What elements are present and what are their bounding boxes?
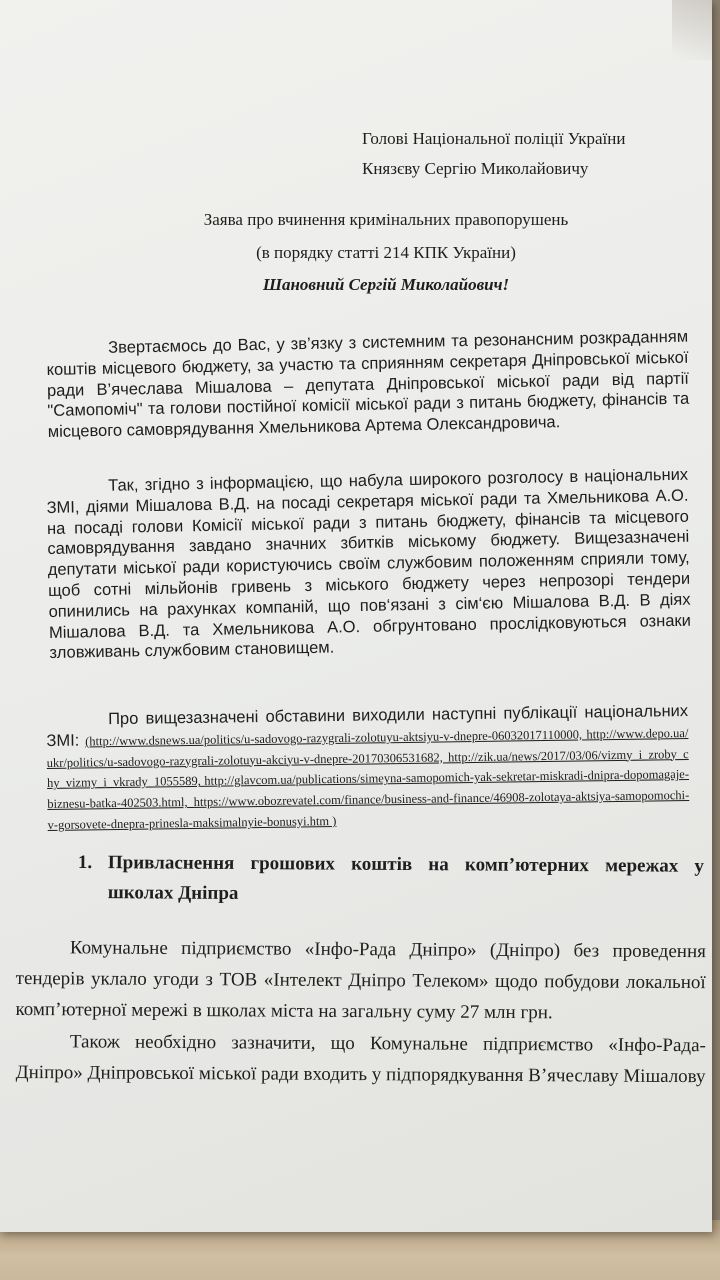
paragraph-3-body: [46, 701, 690, 835]
section-1-heading: [78, 848, 704, 912]
paragraph-3: [46, 701, 690, 835]
document-subtitle: (в порядку статті 214 КПК України): [256, 243, 516, 262]
addressee-line-2: Князєву Сергію Миколайовичу: [362, 159, 589, 178]
section-1-paragraph-2-text: Також необхідно зазначити, що Комунальне підприємство «Інфо-Рада-Дніпро» Дніпровської міської ради входить у підпорядкування В’ячеславу Мішалову: [15, 1031, 706, 1088]
section-1-paragraph-2: [16, 1026, 706, 1092]
paragraph-2: [46, 465, 691, 664]
page-shadow: [672, 0, 712, 60]
media-links[interactable]: (http://www.dsnews.ua/politics/u-sadovogo-razygrali-zolotuyu-aktsiyu-v-dnepre-06032017110000, http://www.depo.ua/ukr/politics/u-sadovogo-razygrali-zolotuyu-akciyu-v-dnepre-20170306531682, http://zik.ua/news/2017/03/06/vizmy_i_zroby_chy_vizmy_i_vkrady_1055589, http://glavcom.ua/publications/simeyna-samopomich-yak-sekretar-miskradi-dnipra-dopomagaje-biznesu-batka-402503.html, https://www.obozrevatel.com/finance/business-and-finance/46908-zolotaya-aktsiya-samopomochi-v-gorsovete-dnepra-prinesla-maksimalnyie-bonusyi.htm ): [46, 725, 690, 832]
paragraph-1-text: Звертаємось до Вас, у зв’язку з системним та резонансним розкраданням коштів місцевого бюджету, за участю та сприянням секретаря Дніпровської міської ради В’ячеслава Мішалова – депутата Дніпровської міської ради від партії "Самопоміч" та голови постійної комісії міської ради з питань бюджету, фінансів та місцевого самоврядування Хмельникова Артема Олександровича.: [46, 327, 690, 442]
section-1-paragraph-1-text: Комунальне підприємство «Інфо-Рада Дніпро» (Дніпро) без проведення тендерів уклало угоди з ТОВ «Інтелект Дніпро Телеком» щодо побудови локальної комп’ютерної мережі в школах міста на загальну суму 27 млн грн.: [15, 937, 706, 1024]
paragraph-3-intro: Про вищезазначені обставини виходили наступні публікації національних ЗМІ:: [46, 702, 689, 750]
section-1-paragraph-1: [15, 932, 706, 1029]
addressee-line-1: Голові Національної поліції України: [362, 129, 626, 148]
salutation: Шановний Сергій Миколайович!: [262, 275, 510, 294]
document-title: Заява про вчинення кримінальних правопорушень: [203, 210, 569, 229]
section-1-title: Привласнення грошових коштів на комп’ютерних мережах у школах Дніпра: [107, 852, 704, 904]
paragraph-2-text: Так, згідно з інформацією, що набула широкого розголосу в національних ЗМІ, діями Мішалова В.Д. на посаді секретаря міської ради та Хмельникова А.О. на посаді голови Комісії міської ради з питань бюджету, фінансів та місцевого самоврядування завдано значних збитків міському бюджету. Вищезазначені депутати міської ради користуючись своїм службовим положенням сприяли тому, щоб сотні мільйонів гривень з міського бюджету через непрозорі тендери опинились на рахунках компаній, що пов‘язані з сім‘єю Мішалова В.Д. В діях Мішалова В.Д. та Хмельникова А.О. обгрунтовано прослідковуються ознаки зловживань службовим становищем.: [46, 465, 692, 663]
paragraph-1: [46, 327, 690, 443]
section-1-number: 1.: [77, 851, 93, 874]
